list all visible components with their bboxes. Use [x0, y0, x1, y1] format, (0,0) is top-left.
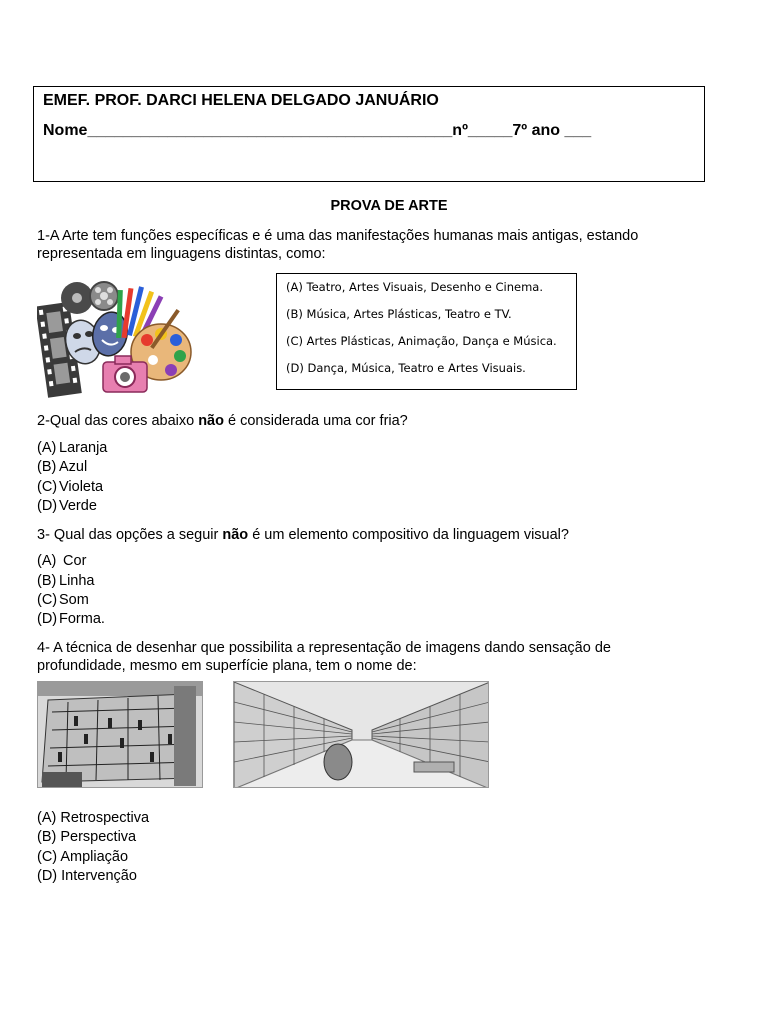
question-2-option-b[interactable]: (B) Azul [37, 459, 88, 475]
question-1-option-c[interactable]: (C) Artes Plásticas, Animação, Dança e Música. [286, 334, 557, 348]
escher-staircase-engraving [37, 681, 203, 788]
school-name: EMEF. PROF. DARCI HELENA DELGADO JANUÁRIO [43, 92, 439, 109]
question-3-option-a[interactable]: (A) Cor [37, 553, 87, 569]
question-3-text: 3- Qual das opções a seguir não é um elemento compositivo da linguagem visual? [37, 527, 569, 543]
question-1-options-box [276, 273, 577, 390]
question-4-option-c[interactable]: (C) Ampliação [37, 849, 129, 865]
question-4-option-d[interactable]: (D) Intervenção [37, 868, 137, 884]
question-4-text-line2: profundidade, mesmo em superfície plana, tem o nome de: [37, 658, 417, 674]
header-box [33, 86, 705, 182]
question-2-text: 2-Qual das cores abaixo não é considerada uma cor fria? [37, 413, 408, 429]
perspective-corridor-engraving [233, 681, 489, 788]
page-title: PROVA DE ARTE [330, 198, 448, 214]
question-1-text-line1: 1-A Arte tem funções específicas e é uma das manifestações humanas mais antigas, estando [37, 228, 639, 244]
question-2-option-d[interactable]: (D) Verde [37, 498, 97, 514]
question-3-emphasis: não [222, 527, 249, 543]
question-1-option-a[interactable]: (A) Teatro, Artes Visuais, Desenho e Cinema. [286, 280, 543, 294]
question-1-option-b[interactable]: (B) Música, Artes Plásticas, Teatro e TV. [286, 307, 512, 321]
student-name-line[interactable]: Nome_________________________________________nº_____7º ano ___ [43, 122, 592, 139]
camera-icon [103, 356, 147, 392]
question-4-option-b[interactable]: (B) Perspectiva [37, 829, 137, 845]
question-1-option-d[interactable]: (D) Dança, Música, Teatro e Artes Visuais. [286, 361, 526, 375]
question-4-option-a[interactable]: (A) Retrospectiva [37, 810, 150, 826]
film-reel-icon [90, 282, 118, 310]
question-4-text-line1: 4- A técnica de desenhar que possibilita a representação de imagens dando sensação de [37, 640, 611, 656]
question-2-emphasis: não [198, 413, 224, 429]
question-2-option-a[interactable]: (A) Laranja [37, 440, 108, 456]
question-1-text-line2: representada em linguagens distintas, como: [37, 246, 326, 262]
question-2-option-c[interactable]: (C) Violeta [37, 479, 104, 495]
question-3-option-b[interactable]: (B) Linha [37, 573, 95, 589]
question-3-option-d[interactable]: (D) Forma. [37, 611, 105, 627]
question-3-option-c[interactable]: (C) Som [37, 592, 89, 608]
art-icons-illustration [37, 276, 197, 400]
